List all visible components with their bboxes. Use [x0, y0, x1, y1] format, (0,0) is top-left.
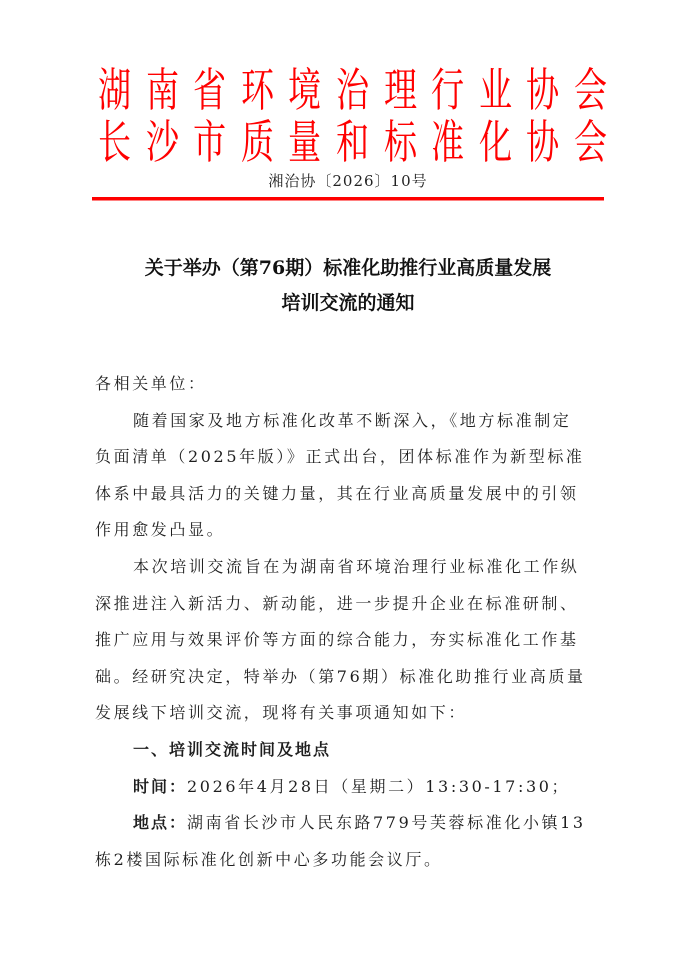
masthead-char: 沙	[145, 115, 179, 169]
masthead-char: 准	[431, 115, 465, 169]
location-value-continued: 栋2楼国际标准化创新中心多功能会议厅。	[95, 849, 443, 869]
paragraph-line: 本次培训交流旨在为湖南省环境治理行业标准化工作纵	[133, 556, 580, 576]
masthead-char: 省	[193, 63, 227, 117]
salutation: 各相关单位：	[95, 374, 207, 393]
masthead-char: 业	[478, 63, 512, 117]
masthead-char: 环	[240, 63, 274, 117]
document-number: 湘治协〔2026〕10号	[268, 172, 428, 190]
paragraph-1	[95, 403, 601, 549]
masthead-char: 湖	[98, 63, 132, 117]
masthead-char: 长	[98, 115, 132, 169]
masthead-line-1	[93, 63, 608, 117]
masthead-char: 协	[526, 115, 560, 169]
paragraph-line: 础。经研究决定，特举办（第76期）标准化助推行业高质量	[95, 666, 586, 686]
paragraph-line: 负面清单（2025年版）》正式出台，团体标准作为新型标准	[95, 447, 585, 467]
masthead-char: 境	[288, 63, 322, 117]
section-heading-time-location: 一、培训交流时间及地点	[133, 739, 332, 759]
masthead-char: 市	[193, 115, 227, 169]
paragraph-line: 深推进注入新活力、新动能，进一步提升企业在标准研制、	[95, 593, 579, 613]
masthead-char: 理	[383, 63, 417, 117]
masthead-char: 会	[573, 63, 608, 117]
paragraph-line: 推广应用与效果评价等方面的综合能力，夯实标准化工作基	[95, 630, 579, 650]
masthead-char: 化	[478, 115, 512, 169]
location-row	[95, 805, 601, 842]
masthead-char: 标	[383, 115, 417, 169]
masthead-char: 质	[240, 115, 274, 169]
paragraph-2	[95, 549, 601, 732]
masthead-char: 治	[336, 63, 370, 117]
masthead-char: 协	[526, 63, 560, 117]
masthead-char: 行	[431, 63, 465, 117]
paragraph-line: 发展线下培训交流，现将有关事项通知如下：	[95, 703, 468, 723]
masthead-line-2	[93, 115, 608, 169]
paragraph-line: 随着国家及地方标准化改革不断深入，《地方标准制定	[133, 410, 572, 430]
location-label: 地点：	[133, 813, 188, 833]
notice-title-line-2: 培训交流的通知	[281, 292, 415, 314]
masthead-char: 量	[288, 115, 322, 169]
paragraph-line: 作用愈发凸显。	[95, 520, 226, 540]
notice-title-line-1: 关于举办（第76期）标准化助推行业高质量发展	[144, 257, 552, 279]
masthead-char: 会	[573, 115, 608, 169]
masthead-char: 南	[145, 63, 179, 117]
time-value: 2026年4月28日（星期二）13:30-17:30；	[187, 776, 571, 796]
notice-body	[95, 366, 601, 878]
red-divider	[92, 197, 604, 200]
paragraph-line: 体系中最具活力的关键力量，其在行业高质量发展中的引领	[95, 483, 579, 503]
time-label: 时间：	[133, 776, 188, 796]
time-row	[95, 769, 601, 806]
masthead-char: 和	[336, 115, 370, 169]
location-value: 湖南省长沙市人民东路779号芙蓉标准化小镇13	[187, 813, 586, 833]
